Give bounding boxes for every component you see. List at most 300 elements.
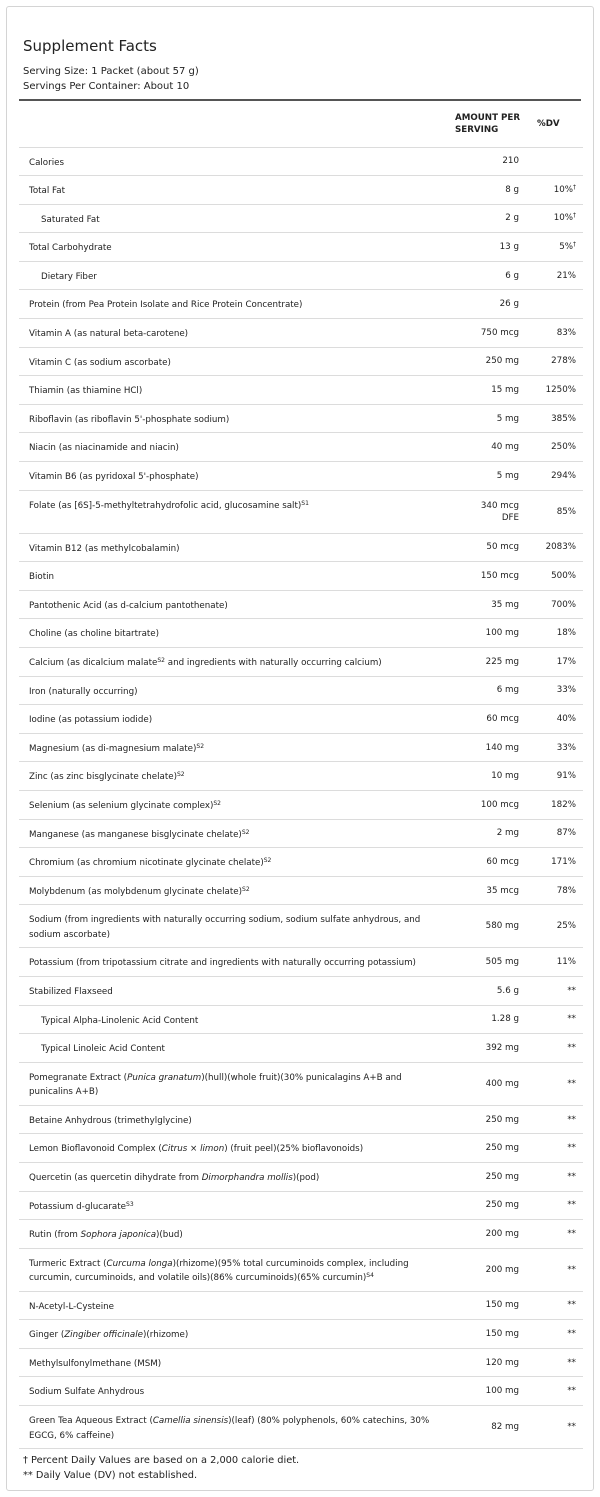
daily-value [531, 905, 583, 948]
table-row [19, 1248, 583, 1291]
nutrient-name [19, 1191, 451, 1220]
table-row [19, 590, 583, 619]
daily-value [531, 1005, 583, 1034]
daily-value-text: 33% [556, 742, 576, 753]
table-row [19, 176, 583, 205]
table-row [19, 1220, 583, 1249]
nutrient-name [19, 648, 451, 677]
nutrient-name [19, 976, 451, 1005]
nutrient-name [19, 762, 451, 791]
amount-per-serving [451, 848, 531, 877]
source-footnote-marker: S1 [301, 499, 309, 507]
daily-value [531, 376, 583, 405]
daily-value [531, 1220, 583, 1249]
daily-value [531, 1105, 583, 1134]
nutrient-name-text: Biotin [29, 572, 55, 583]
amount-per-serving [451, 1105, 531, 1134]
amount-per-serving [451, 1248, 531, 1291]
daily-value-text: 500% [551, 571, 576, 582]
amount-per-serving [451, 533, 531, 562]
nutrient-name-text: Typical Linoleic Acid Content [41, 1044, 165, 1055]
table-row [19, 1320, 583, 1349]
nutrient-name [19, 590, 451, 619]
daily-value [531, 1348, 583, 1377]
daily-value [531, 533, 583, 562]
source-footnote-marker: S3 [126, 1200, 134, 1208]
daily-value [531, 290, 583, 319]
amount-value: 82 mg [491, 1422, 519, 1433]
source-footnote-marker: S2 [213, 799, 221, 807]
table-row [19, 562, 583, 591]
nutrient-name-text: Vitamin B12 (as methylcobalamin) [29, 543, 180, 554]
header-dv: %DV [531, 101, 583, 147]
amount-value: 35 mg [491, 599, 519, 610]
amount-per-serving [451, 1162, 531, 1191]
nutrient-name-text: Selenium (as selenium glycinate complex) [29, 800, 214, 811]
amount-per-serving [451, 319, 531, 348]
nutrient-name [19, 819, 451, 848]
amount-per-serving [451, 261, 531, 290]
nutrient-name-text: Calcium (as dicalcium malate [29, 658, 158, 668]
table-row [19, 347, 583, 376]
nutrient-name [19, 147, 451, 176]
amount-value: 750 mcg [480, 327, 519, 338]
amount-value: 250 mg [485, 356, 519, 367]
daily-value-text: 250% [551, 442, 576, 453]
daily-value-text: ** [567, 1014, 576, 1025]
nutrient-name-text: Magnesium (as di-magnesium malate) [29, 743, 197, 754]
amount-value: 26 g [499, 299, 519, 310]
amount-per-serving [451, 619, 531, 648]
amount-per-serving [451, 347, 531, 376]
table-row [19, 404, 583, 433]
amount-per-serving [451, 1377, 531, 1406]
daily-value-text: 18% [556, 628, 576, 639]
table-row [19, 1377, 583, 1406]
amount-value: 40 mg [491, 442, 519, 453]
nutrient-name [19, 676, 451, 705]
daily-value [531, 676, 583, 705]
footnote-dv-calorie: † Percent Daily Values are based on a 2,000 calorie diet. [23, 1455, 300, 1467]
daily-value-text: ** [567, 1200, 576, 1211]
amount-per-serving [451, 905, 531, 948]
table-row [19, 819, 583, 848]
daily-value [531, 819, 583, 848]
amount-per-serving [451, 462, 531, 491]
amount-value: 250 mg [485, 1200, 519, 1211]
amount-value: 250 mg [485, 1114, 519, 1125]
amount-value: 580 mg [485, 921, 519, 932]
amount-per-serving [451, 433, 531, 462]
amount-value: 35 mcg [486, 885, 519, 896]
daily-value [531, 347, 583, 376]
nutrient-name [19, 619, 451, 648]
nutrient-name [19, 1034, 451, 1063]
amount-unit-note: DFE [501, 512, 519, 523]
nutrient-name-text: Ginger ( [29, 1330, 65, 1341]
daily-value [531, 733, 583, 762]
amount-value: 150 mcg [480, 571, 519, 582]
serving-info [23, 64, 581, 94]
daily-value-text: 700% [551, 599, 576, 610]
table-row [19, 490, 583, 533]
daily-value-text: 11% [556, 957, 576, 968]
daily-value [531, 233, 583, 262]
nutrient-name [19, 319, 451, 348]
daily-value-text: 87% [556, 828, 576, 839]
amount-value: 5 mg [496, 470, 519, 481]
table-row [19, 261, 583, 290]
nutrient-name [19, 1162, 451, 1191]
daily-value [531, 848, 583, 877]
nutrient-name-text: Molybdenum (as molybdenum glycinate chelate) [29, 886, 243, 897]
daily-value [531, 590, 583, 619]
daily-value [531, 176, 583, 205]
botanical-name: Zingiber officinale [64, 1330, 144, 1341]
amount-per-serving [451, 819, 531, 848]
table-row [19, 233, 583, 262]
nutrient-name [19, 1005, 451, 1034]
amount-value: 340 mcg [480, 500, 519, 511]
table-row [19, 290, 583, 319]
nutrient-name-text: Lemon Bioflavonoid Complex ( [29, 1144, 162, 1155]
amount-per-serving [451, 404, 531, 433]
table-row [19, 705, 583, 734]
amount-value: 1.28 g [491, 1014, 519, 1025]
nutrient-name [19, 876, 451, 905]
nutrient-name [19, 1320, 451, 1349]
nutrient-name-text: Potassium (from tripotassium citrate and ingredients with naturally occurring potassium) [29, 958, 416, 969]
table-row [19, 376, 583, 405]
amount-value: 100 mg [485, 1386, 519, 1397]
daily-value [531, 705, 583, 734]
botanical-name: Sophora japonica [80, 1230, 157, 1241]
nutrient-name-text: Folate (as [6S]-5-methyltetrahydrofolic acid, glucosamine salt) [29, 500, 302, 511]
daily-value-text: ** [567, 1228, 576, 1239]
amount-value: 392 mg [485, 1042, 519, 1053]
amount-value: 400 mg [485, 1078, 519, 1089]
nutrient-name [19, 1406, 451, 1449]
amount-per-serving [451, 1191, 531, 1220]
source-footnote-marker: S2 [242, 885, 250, 893]
daily-value-text: 85% [556, 506, 576, 517]
daily-value-text: ** [567, 1143, 576, 1154]
source-footnote-marker: S2 [196, 742, 205, 750]
daily-value [531, 1291, 583, 1320]
table-row [19, 876, 583, 905]
amount-per-serving [451, 790, 531, 819]
daily-value-text: ** [567, 1422, 576, 1433]
dagger-marker: † [573, 212, 576, 220]
nutrient-name [19, 1220, 451, 1249]
table-row [19, 533, 583, 562]
nutrient-name [19, 905, 451, 948]
amount-per-serving [451, 233, 531, 262]
daily-value [531, 319, 583, 348]
nutrient-name-text: Stabilized Flaxseed [29, 986, 113, 997]
nutrient-name [19, 790, 451, 819]
amount-per-serving [451, 1062, 531, 1105]
table-row [19, 848, 583, 877]
nutrient-name-text: Vitamin C (as sodium ascorbate) [29, 357, 171, 368]
daily-value-text: 5% [559, 242, 573, 253]
nutrient-name-text: Protein (from Pea Protein Isolate and Rice Protein Concentrate) [29, 300, 303, 311]
nutrient-name [19, 290, 451, 319]
daily-value-text: 91% [556, 771, 576, 782]
botanical-name: Camellia sinensis [152, 1416, 229, 1427]
amount-value: 60 mcg [486, 856, 519, 867]
nutrient-name [19, 404, 451, 433]
amount-value: 13 g [499, 242, 519, 253]
nutrient-name-text: Typical Alpha-Linolenic Acid Content [41, 1015, 199, 1026]
nutrient-name-text: Pomegranate Extract ( [29, 1072, 128, 1083]
table-row [19, 619, 583, 648]
botanical-name: Punica granatum [127, 1072, 202, 1083]
daily-value-text: 182% [551, 799, 576, 810]
nutrient-name-text: Methylsulfonylmethane (MSM) [29, 1358, 162, 1369]
footnote-dv-not-established: ** Daily Value (DV) not established. [23, 1470, 198, 1482]
daily-value [531, 204, 583, 233]
source-footnote-marker: S2 [263, 857, 272, 865]
nutrient-name [19, 233, 451, 262]
amount-value: 8 g [505, 184, 519, 195]
nutrient-name-text: Vitamin B6 (as pyridoxal 5'-phosphate) [29, 472, 199, 483]
daily-value-text: ** [567, 1171, 576, 1182]
source-footnote-marker: S2 [241, 828, 250, 836]
amount-per-serving [451, 1134, 531, 1163]
table-row [19, 976, 583, 1005]
nutrient-name [19, 433, 451, 462]
source-footnote-marker: S2 [177, 771, 185, 779]
daily-value [531, 404, 583, 433]
amount-per-serving [451, 490, 531, 533]
amount-per-serving [451, 590, 531, 619]
daily-value-text: 10% [553, 184, 573, 195]
nutrient-name [19, 490, 451, 533]
header-amount: AMOUNT PER SERVING [451, 101, 531, 147]
amount-per-serving [451, 1348, 531, 1377]
nutrient-name-text: )(rhizome)(95% total curcuminoids complex, including curcumin, curcuminoids, and volatile oils)(86% curcuminoids)(65% curcumin) [29, 1258, 409, 1284]
daily-value [531, 1062, 583, 1105]
nutrient-name-text: Choline (as choline bitartrate) [29, 629, 160, 640]
nutrient-name-text: Turmeric Extract ( [29, 1258, 107, 1269]
amount-value: 6 g [505, 270, 519, 281]
nutrient-name [19, 562, 451, 591]
table-row [19, 648, 583, 677]
nutrient-name [19, 1105, 451, 1134]
nutrient-name-text: Manganese (as manganese bisglycinate chelate) [29, 829, 242, 840]
daily-value [531, 976, 583, 1005]
nutrient-name [19, 533, 451, 562]
daily-value-text: ** [567, 985, 576, 996]
amount-per-serving [451, 876, 531, 905]
panel-title: Supplement Facts [23, 37, 157, 55]
amount-per-serving [451, 1291, 531, 1320]
amount-value: 505 mg [485, 957, 519, 968]
table-row [19, 1291, 583, 1320]
daily-value-text: ** [567, 1386, 576, 1397]
nutrient-name-text: Pantothenic Acid (as d-calcium pantothenate) [29, 600, 228, 611]
nutrient-name [19, 1062, 451, 1105]
nutrient-name-text: Sodium Sulfate Anhydrous [29, 1387, 145, 1398]
daily-value [531, 1320, 583, 1349]
source-footnote-marker: S2 [157, 657, 166, 664]
nutrient-name [19, 1377, 451, 1406]
table-row [19, 790, 583, 819]
daily-value-text: 294% [551, 470, 576, 481]
botanical-name: Curcuma longa [106, 1258, 173, 1269]
nutrient-name-text: )(hull)(whole fruit)(30% punicalagins A+B and punicalins A+B) [29, 1072, 402, 1098]
table-row [19, 733, 583, 762]
amount-value: 150 mg [485, 1300, 519, 1311]
daily-value-text: 278% [551, 356, 576, 367]
amount-per-serving [451, 733, 531, 762]
nutrient-name-text: Saturated Fat [41, 214, 100, 225]
nutrient-name-text: Total Fat [29, 186, 65, 197]
botanical-name: Citrus × limon [161, 1144, 225, 1155]
daily-value-text: 33% [556, 685, 576, 696]
amount-value: 210 [502, 156, 519, 167]
daily-value [531, 762, 583, 791]
nutrient-name-text: )(pod) [292, 1172, 320, 1183]
amount-per-serving [451, 976, 531, 1005]
nutrient-name [19, 261, 451, 290]
table-row [19, 948, 583, 977]
dagger-marker: † [573, 183, 576, 191]
table-row [19, 1034, 583, 1063]
amount-per-serving [451, 762, 531, 791]
amount-per-serving [451, 705, 531, 734]
table-row [19, 1191, 583, 1220]
nutrient-name-text: )(rhizome) [143, 1330, 189, 1341]
daily-value [531, 948, 583, 977]
daily-value-text: 25% [556, 921, 576, 932]
nutrient-name [19, 705, 451, 734]
facts-table [19, 101, 583, 1449]
daily-value [531, 1248, 583, 1291]
nutrient-name [19, 1348, 451, 1377]
nutrient-name-text: Calories [29, 157, 64, 168]
daily-value [531, 790, 583, 819]
daily-value-text: 21% [556, 270, 576, 281]
amount-value: 250 mg [485, 1143, 519, 1154]
amount-value: 150 mg [485, 1329, 519, 1340]
table-row [19, 762, 583, 791]
amount-value: 225 mg [485, 656, 519, 667]
daily-value [531, 147, 583, 176]
daily-value [531, 876, 583, 905]
nutrient-name [19, 1291, 451, 1320]
daily-value-text: ** [567, 1042, 576, 1053]
daily-value [531, 261, 583, 290]
amount-value: 100 mg [485, 628, 519, 639]
nutrient-name-text: and ingredients with naturally occurring calcium) [165, 658, 382, 668]
daily-value [531, 433, 583, 462]
nutrient-name [19, 1248, 451, 1291]
daily-value [531, 1162, 583, 1191]
table-row [19, 1105, 583, 1134]
daily-value [531, 562, 583, 591]
table-row [19, 204, 583, 233]
amount-value: 250 mg [485, 1171, 519, 1182]
table-header [19, 101, 583, 147]
amount-per-serving [451, 1320, 531, 1349]
daily-value-text: ** [567, 1357, 576, 1368]
daily-value-text: 1250% [545, 385, 576, 396]
table-row [19, 433, 583, 462]
amount-per-serving [451, 562, 531, 591]
nutrient-name-text: Iron (naturally occurring) [29, 686, 138, 697]
table-row [19, 1134, 583, 1163]
nutrient-name [19, 733, 451, 762]
amount-per-serving [451, 676, 531, 705]
table-row [19, 147, 583, 176]
daily-value-text: ** [567, 1329, 576, 1340]
nutrient-name-text: Betaine Anhydrous (trimethylglycine) [29, 1115, 192, 1126]
nutrient-name-text: Potassium d-glucarate [29, 1201, 127, 1212]
table-row [19, 319, 583, 348]
daily-value [531, 1134, 583, 1163]
amount-value: 100 mcg [480, 799, 519, 810]
table-row [19, 1406, 583, 1449]
amount-per-serving [451, 948, 531, 977]
servings-per-container: Servings Per Container: About 10 [23, 81, 190, 92]
nutrient-name-text: Thiamin (as thiamine HCl) [29, 386, 143, 397]
nutrient-name-text: Iodine (as potassium iodide) [29, 715, 153, 726]
serving-size: Serving Size: 1 Packet (about 57 g) [23, 66, 199, 77]
botanical-name: Dimorphandra mollis [201, 1172, 293, 1183]
daily-value-text: 385% [551, 413, 576, 424]
daily-value-text: 78% [556, 885, 576, 896]
nutrient-name [19, 376, 451, 405]
daily-value [531, 1034, 583, 1063]
daily-value [531, 619, 583, 648]
nutrient-name [19, 848, 451, 877]
amount-value: 50 mcg [486, 542, 519, 553]
amount-value: 2 mg [496, 828, 519, 839]
daily-value-text: 10% [553, 213, 573, 224]
amount-value: 60 mcg [486, 713, 519, 724]
daily-value-text: ** [567, 1078, 576, 1089]
nutrient-name-text: Sodium (from ingredients with naturally occurring sodium, sodium sulfate anhydrous, and sodium ascorbate) [29, 915, 421, 940]
daily-value [531, 1406, 583, 1449]
nutrient-name-text: Quercetin (as quercetin dihydrate from [29, 1172, 202, 1183]
nutrient-name-text: Niacin (as niacinamide and niacin) [29, 443, 179, 454]
source-footnote-marker: S4 [366, 1272, 374, 1280]
amount-per-serving [451, 204, 531, 233]
nutrient-name [19, 204, 451, 233]
amount-value: 200 mg [485, 1228, 519, 1239]
table-row [19, 905, 583, 948]
nutrient-name-text: N-Acetyl-L-Cysteine [29, 1301, 115, 1312]
nutrient-name [19, 176, 451, 205]
nutrient-name [19, 948, 451, 977]
footnotes [19, 1453, 581, 1483]
amount-value: 200 mg [485, 1264, 519, 1275]
nutrient-name-text: Riboflavin (as riboflavin 5'-phosphate sodium) [29, 414, 230, 425]
amount-value: 5.6 g [496, 985, 519, 996]
amount-per-serving [451, 176, 531, 205]
nutrient-name [19, 1134, 451, 1163]
daily-value [531, 462, 583, 491]
nutrient-name-text: Dietary Fiber [41, 271, 97, 282]
amount-value: 120 mg [485, 1357, 519, 1368]
amount-value: 140 mg [485, 742, 519, 753]
nutrient-name-text: )(bud) [156, 1230, 183, 1241]
daily-value-text: 171% [551, 856, 576, 867]
daily-value-text: ** [567, 1300, 576, 1311]
daily-value [531, 1377, 583, 1406]
